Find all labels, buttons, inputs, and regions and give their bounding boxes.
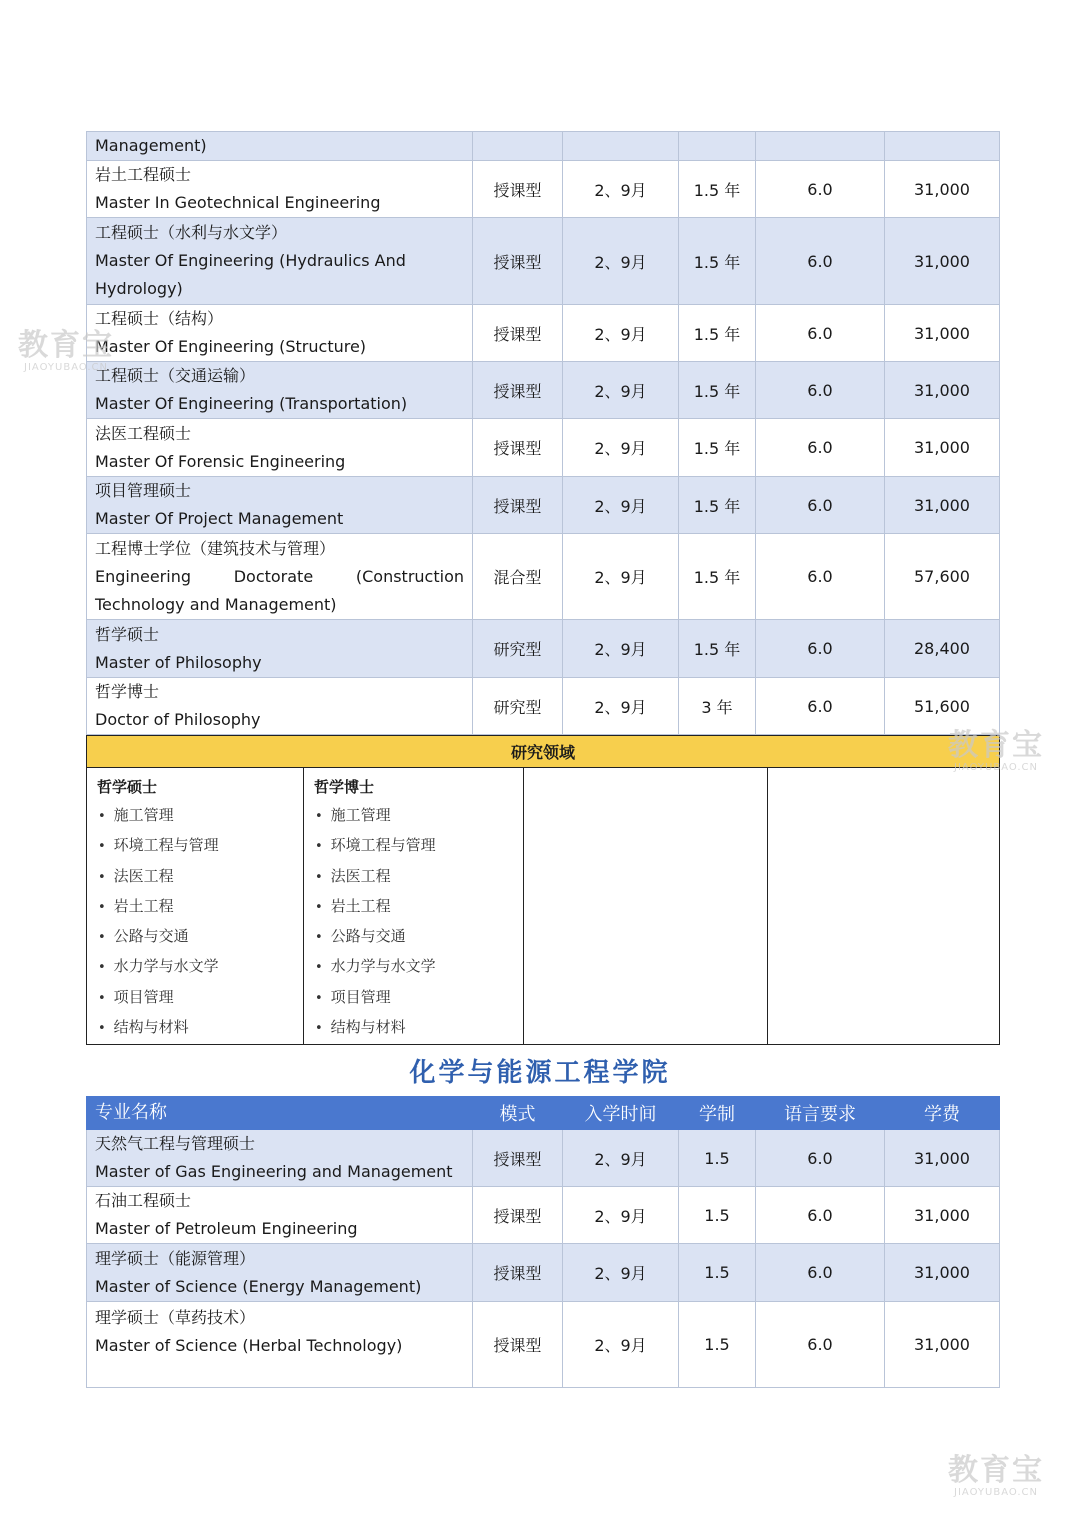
- programme-name: 工程硕士（交通运输） Master Of Engineering (Transportation): [87, 362, 473, 419]
- fee-cell: 31,000: [885, 1130, 1000, 1187]
- intake-cell: 2、9月: [563, 362, 679, 419]
- programme-table-chemical-energy: [86, 1096, 1000, 1388]
- programme-name: 法医工程硕士 Master Of Forensic Engineering: [87, 419, 473, 477]
- language-cell: 6.0: [756, 534, 885, 620]
- table-row: [87, 1130, 1000, 1187]
- fee-cell: 31,000: [885, 1244, 1000, 1302]
- intake-cell: 2、9月: [563, 1130, 679, 1187]
- fee-cell: 31,000: [885, 1302, 1000, 1388]
- duration-cell: 1.5 年: [679, 534, 756, 620]
- fee-cell: 31,000: [885, 362, 1000, 419]
- list-item: • 项目管理: [98, 983, 302, 1013]
- list-item: • 公路与交通: [315, 922, 522, 952]
- fee-cell: 31,000: [885, 1187, 1000, 1244]
- research-areas-table: [86, 735, 1000, 1045]
- table-row: [87, 678, 1000, 735]
- column-header-intake: 入学时间: [563, 1097, 679, 1130]
- intake-cell: 2、9月: [563, 218, 679, 305]
- table-row: [87, 1244, 1000, 1302]
- programme-name: 石油工程硕士 Master of Petroleum Engineering: [87, 1187, 473, 1244]
- intake-cell: 2、9月: [563, 678, 679, 735]
- mode-cell: 授课型: [473, 1187, 563, 1244]
- language-cell: 6.0: [756, 1302, 885, 1388]
- research-areas-title: 研究领域: [87, 736, 1000, 768]
- table-row: [87, 161, 1000, 218]
- programme-name: 工程硕士（结构） Master Of Engineering (Structure): [87, 305, 473, 362]
- intake-cell: 2、9月: [563, 1244, 679, 1302]
- table-row: [87, 620, 1000, 678]
- programme-name: 工程博士学位（建筑技术与管理） Engineering Doctorate (Construction Technology and Management): [87, 534, 473, 620]
- fee-cell: 57,600: [885, 534, 1000, 620]
- duration-cell: 1.5: [679, 1130, 756, 1187]
- duration-cell: 3 年: [679, 678, 756, 735]
- programme-name: 工程硕士（水利与水文学） Master Of Engineering (Hydraulics And Hydrology): [87, 218, 473, 305]
- list-item: • 岩土工程: [98, 892, 302, 922]
- language-cell: 6.0: [756, 1187, 885, 1244]
- mode-cell: 授课型: [473, 362, 563, 419]
- fee-cell: 51,600: [885, 678, 1000, 735]
- list-item: • 结构与材料: [98, 1013, 302, 1043]
- intake-cell: [563, 132, 679, 161]
- language-cell: 6.0: [756, 218, 885, 305]
- mode-cell: 研究型: [473, 620, 563, 678]
- programme-name: 理学硕士（草药技术） Master of Science (Herbal Technology): [87, 1302, 473, 1388]
- duration-cell: 1.5 年: [679, 218, 756, 305]
- list-item: • 施工管理: [98, 801, 302, 831]
- mode-cell: 授课型: [473, 305, 563, 362]
- research-area-list: [305, 801, 522, 1043]
- table-row: [87, 132, 1000, 161]
- mode-cell: 授课型: [473, 477, 563, 534]
- mode-cell: 研究型: [473, 678, 563, 735]
- language-cell: 6.0: [756, 1130, 885, 1187]
- table-row: [87, 218, 1000, 305]
- programme-name: 天然气工程与管理硕士 Master of Gas Engineering and Management: [87, 1130, 473, 1187]
- programme-name: 哲学硕士 Master of Philosophy: [87, 620, 473, 678]
- duration-cell: 1.5: [679, 1244, 756, 1302]
- language-cell: 6.0: [756, 161, 885, 218]
- table-row: [87, 362, 1000, 419]
- intake-cell: 2、9月: [563, 305, 679, 362]
- column-header-duration: 学制: [679, 1097, 756, 1130]
- column-header-name: 专业名称: [87, 1097, 473, 1130]
- duration-cell: 1.5 年: [679, 362, 756, 419]
- language-cell: 6.0: [756, 362, 885, 419]
- mode-cell: 授课型: [473, 161, 563, 218]
- table-row: [87, 477, 1000, 534]
- research-column-mphil: [87, 768, 304, 1045]
- table-row: [87, 534, 1000, 620]
- intake-cell: 2、9月: [563, 1302, 679, 1388]
- column-header-mode: 模式: [473, 1097, 563, 1130]
- programme-name: Management): [87, 132, 473, 161]
- duration-cell: 1.5: [679, 1302, 756, 1388]
- language-cell: 6.0: [756, 1244, 885, 1302]
- watermark-logo: 教育宝 JIAOYUBAO.CN: [18, 328, 114, 373]
- fee-cell: [885, 132, 1000, 161]
- fee-cell: 28,400: [885, 620, 1000, 678]
- duration-cell: 1.5 年: [679, 620, 756, 678]
- table-row: [87, 305, 1000, 362]
- list-item: • 项目管理: [315, 983, 522, 1013]
- mode-cell: 授课型: [473, 1244, 563, 1302]
- duration-cell: 1.5 年: [679, 419, 756, 477]
- duration-cell: 1.5 年: [679, 305, 756, 362]
- list-item: • 环境工程与管理: [315, 831, 522, 861]
- list-item: • 法医工程: [315, 862, 522, 892]
- fee-cell: 31,000: [885, 477, 1000, 534]
- fee-cell: 31,000: [885, 218, 1000, 305]
- list-item: • 结构与材料: [315, 1013, 522, 1043]
- table-row: [87, 1302, 1000, 1388]
- language-cell: 6.0: [756, 305, 885, 362]
- list-item: • 公路与交通: [98, 922, 302, 952]
- intake-cell: 2、9月: [563, 477, 679, 534]
- language-cell: 6.0: [756, 620, 885, 678]
- research-column-empty: [524, 768, 768, 1045]
- programme-table-civil: [86, 131, 1000, 735]
- programme-name: 岩土工程硕士 Master In Geotechnical Engineering: [87, 161, 473, 218]
- programme-name: 理学硕士（能源管理） Master of Science (Energy Management): [87, 1244, 473, 1302]
- watermark-logo: 教育宝 JIAOYUBAO.CN: [948, 728, 1044, 773]
- duration-cell: [679, 132, 756, 161]
- intake-cell: 2、9月: [563, 534, 679, 620]
- duration-cell: 1.5 年: [679, 161, 756, 218]
- programme-name: 哲学博士 Doctor of Philosophy: [87, 678, 473, 735]
- table-row: [87, 419, 1000, 477]
- list-item: • 环境工程与管理: [98, 831, 302, 861]
- mode-cell: [473, 132, 563, 161]
- list-item: • 施工管理: [315, 801, 522, 831]
- research-column-empty: [768, 768, 1000, 1045]
- intake-cell: 2、9月: [563, 1187, 679, 1244]
- intake-cell: 2、9月: [563, 419, 679, 477]
- duration-cell: 1.5 年: [679, 477, 756, 534]
- column-header-fee: 学费: [885, 1097, 1000, 1130]
- mode-cell: 授课型: [473, 218, 563, 305]
- research-column-phd: [304, 768, 524, 1045]
- fee-cell: 31,000: [885, 305, 1000, 362]
- intake-cell: 2、9月: [563, 620, 679, 678]
- section-title: 化学与能源工程学院: [409, 1058, 671, 1088]
- table-row: [87, 1187, 1000, 1244]
- programme-name: 项目管理硕士 Master Of Project Management: [87, 477, 473, 534]
- list-item: • 岩土工程: [315, 892, 522, 922]
- research-column-heading: 哲学硕士: [97, 778, 158, 796]
- mode-cell: 授课型: [473, 1130, 563, 1187]
- language-cell: 6.0: [756, 678, 885, 735]
- intake-cell: 2、9月: [563, 161, 679, 218]
- research-area-list: [88, 801, 302, 1043]
- list-item: • 水力学与水文学: [98, 952, 302, 982]
- fee-cell: 31,000: [885, 161, 1000, 218]
- fee-cell: 31,000: [885, 419, 1000, 477]
- duration-cell: 1.5: [679, 1187, 756, 1244]
- mode-cell: 授课型: [473, 1302, 563, 1388]
- list-item: • 水力学与水文学: [315, 952, 522, 982]
- research-column-heading: 哲学博士: [314, 778, 375, 796]
- column-header-language: 语言要求: [756, 1097, 885, 1130]
- language-cell: 6.0: [756, 477, 885, 534]
- language-cell: [756, 132, 885, 161]
- watermark-logo: 教育宝 JIAOYUBAO.CN: [948, 1453, 1044, 1498]
- list-item: • 法医工程: [98, 862, 302, 892]
- mode-cell: 混合型: [473, 534, 563, 620]
- language-cell: 6.0: [756, 419, 885, 477]
- mode-cell: 授课型: [473, 419, 563, 477]
- table-header-row: [87, 1097, 1000, 1130]
